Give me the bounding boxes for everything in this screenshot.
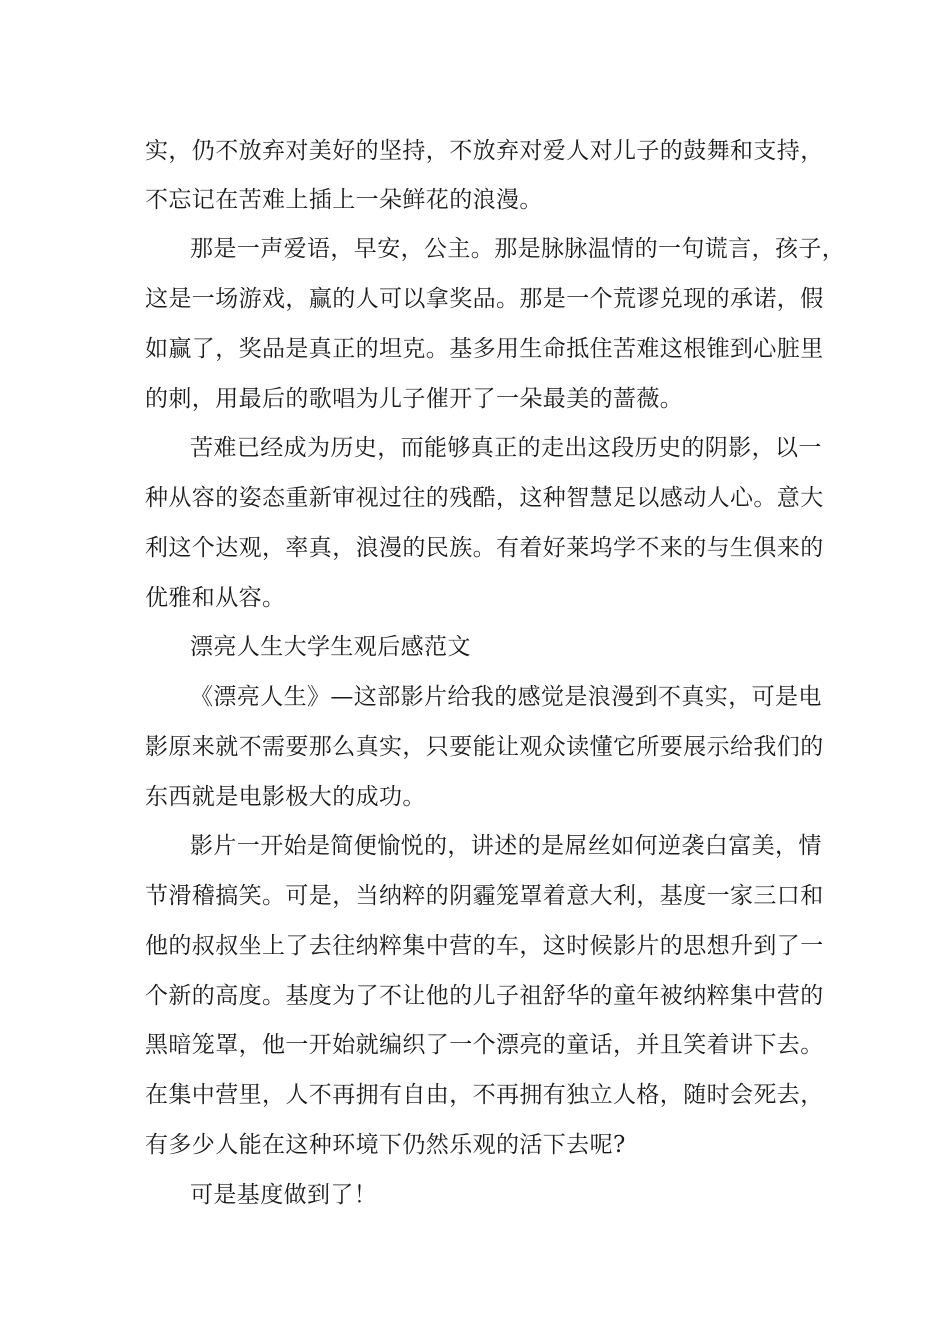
text-line-16: 节滑稽搞笑。可是，当纳粹的阴霾笼罩着意大利，基度一家三口和 <box>145 883 824 909</box>
text-line-18: 个新的高度。基度为了不让他的儿子祖舒华的童年被纳粹集中营的 <box>145 983 824 1009</box>
text-line-19: 黑暗笼罩，他一开始就编织了一个漂亮的童话，并且笑着讲下去。 <box>145 1032 824 1058</box>
text-line-21: 有多少人能在这种环境下仍然乐观的活下去呢? <box>145 1132 626 1158</box>
text-line-17: 他的叔叔坐上了去往纳粹集中营的车，这时候影片的思想升到了一 <box>145 933 824 959</box>
text-line-9: 利这个达观，率真，浪漫的民族。有着好莱坞学不来的与生俱来的 <box>145 535 824 561</box>
paragraph-start-line: 《漂亮人生》—这部影片给我的感觉是浪漫到不真实，可是电 <box>190 684 822 710</box>
paragraph-start-line: 那是一声爱语，早安，公主。那是脉脉温情的一句谎言，孩子， <box>190 236 846 262</box>
text-line-20: 在集中营里，人不再拥有自由，不再拥有独立人格，随时会死去， <box>145 1082 824 1108</box>
text-line-1: 实，仍不放弃对美好的坚持，不放弃对爱人对儿子的鼓舞和支持， <box>145 138 824 164</box>
text-line-6: 的刺，用最后的歌唱为儿子催开了一朵最美的蔷薇。 <box>145 386 684 412</box>
text-line-4: 这是一场游戏，赢的人可以拿奖品。那是一个荒谬兑现的承诺，假 <box>145 286 824 312</box>
paragraph-start-line: 苦难已经成为历史，而能够真正的走出这段历史的阴影，以一 <box>190 435 822 461</box>
paragraph-start-line: 影片一开始是简便愉悦的，讲述的是屌丝如何逆袭白富美，情 <box>190 833 822 859</box>
text-line-14: 东西就是电影极大的成功。 <box>145 784 426 810</box>
text-line-13: 影原来就不需要那么真实，只要能让观众读懂它所要展示给我们的 <box>145 734 824 760</box>
text-line-2: 不忘记在苦难上插上一朵鲜花的浪漫。 <box>145 187 543 213</box>
text-line-8: 种从容的姿态重新审视过往的残酷，这种智慧足以感动人心。意大 <box>145 485 824 511</box>
text-line-10: 优雅和从容。 <box>145 585 286 611</box>
section-heading: 漂亮人生大学生观后感范文 <box>190 634 471 660</box>
text-line-5: 如赢了，奖品是真正的坦克。基多用生命抵住苦难这根锥到心脏里 <box>145 336 824 362</box>
paragraph-start-line: 可是基度做到了！ <box>190 1182 378 1208</box>
